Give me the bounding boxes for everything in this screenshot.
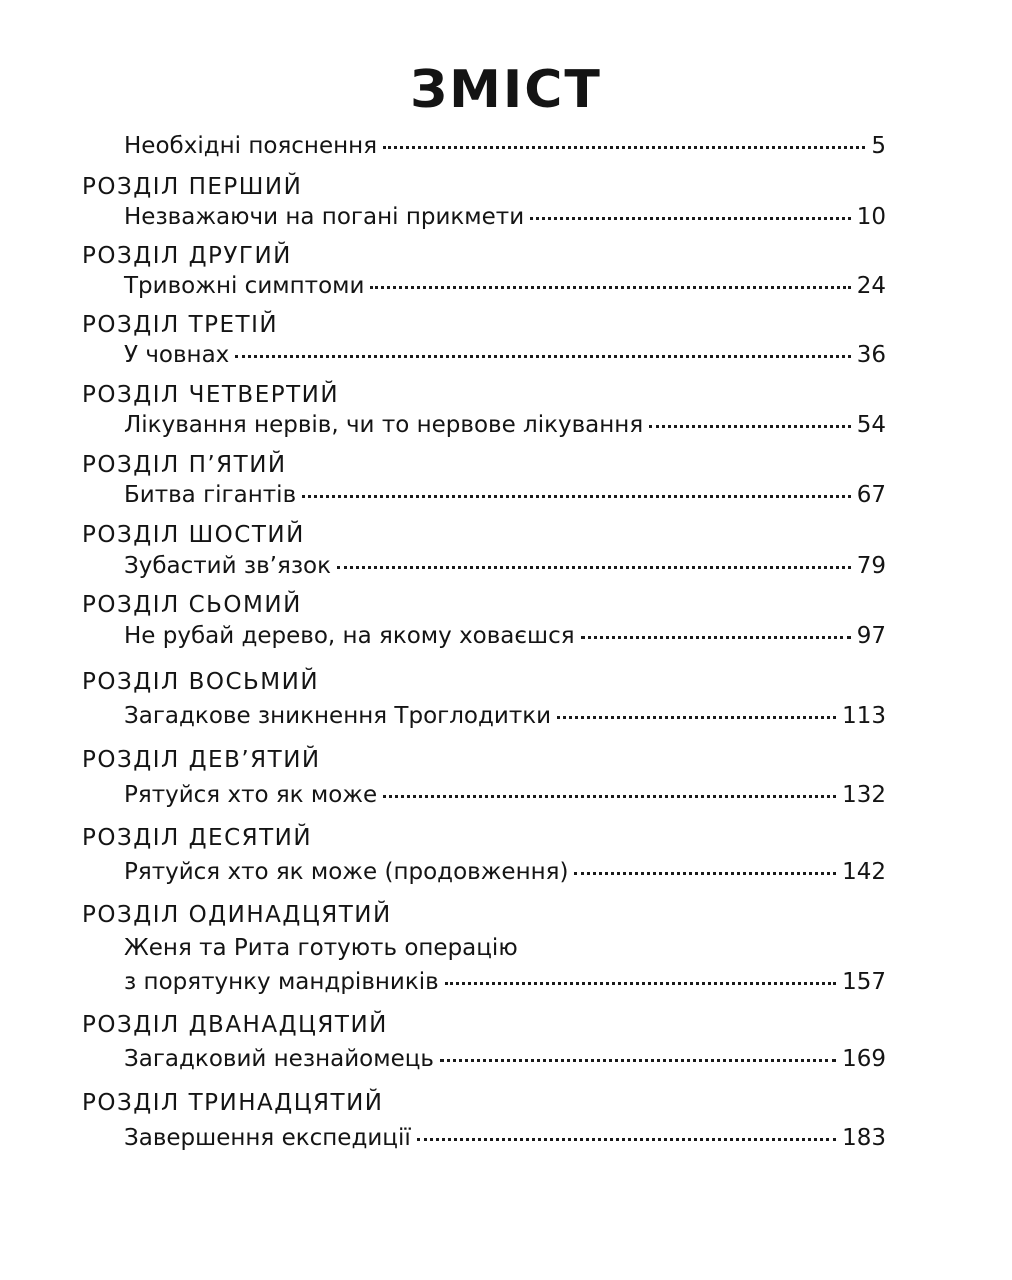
dot-leader	[383, 146, 865, 149]
dot-leader	[530, 217, 851, 220]
entry-page-number: 10	[856, 204, 886, 230]
toc-entry[interactable]	[124, 700, 886, 732]
entry-title: Не рубай дерево, на якому ховаєшся	[124, 623, 575, 649]
toc-entry[interactable]	[124, 1122, 886, 1154]
entry-page-number: 54	[856, 412, 886, 438]
entry-title: Завершення експедиції	[124, 1125, 411, 1151]
toc-entry[interactable]	[124, 409, 886, 441]
entry-title: Рятуйся хто як може (продовження)	[124, 859, 569, 885]
toc-entry[interactable]	[124, 779, 886, 811]
dot-leader	[417, 1138, 836, 1141]
toc-entry[interactable]	[124, 620, 886, 652]
toc-entry[interactable]	[124, 201, 886, 233]
chapter-heading: РОЗДІЛ ПЕРШИЙ	[82, 174, 303, 200]
toc-entry[interactable]	[124, 270, 886, 302]
entry-title: Незважаючи на погані прикмети	[124, 204, 525, 230]
entry-title: У човнах	[124, 342, 230, 368]
entry-page-number: 24	[856, 273, 886, 299]
entry-page-number: 113	[842, 703, 886, 729]
toc-entry[interactable]	[124, 856, 886, 888]
dot-leader	[649, 425, 851, 428]
entry-page-number: 67	[856, 482, 886, 508]
toc-entry[interactable]	[124, 479, 886, 511]
entry-title-line-1: Женя та Рита готують операцію	[124, 935, 518, 961]
entry-page-number: 183	[842, 1125, 886, 1151]
entry-page-number: 5	[871, 133, 886, 159]
chapter-heading: РОЗДІЛ ДЕВ’ЯТИЙ	[82, 747, 321, 773]
entry-page-number: 36	[856, 342, 886, 368]
entry-page-number: 79	[856, 553, 886, 579]
entry-title: Рятуйся хто як може	[124, 782, 378, 808]
chapter-heading: РОЗДІЛ ВОСЬМИЙ	[82, 669, 320, 695]
entry-title: Необхідні пояснення	[124, 133, 378, 159]
entry-title: Лікування нервів, чи то нервове лікування	[124, 412, 644, 438]
dot-leader	[370, 286, 850, 289]
entry-page-number: 157	[842, 969, 886, 995]
chapter-heading: РОЗДІЛ ДРУГИЙ	[82, 243, 292, 269]
entry-page-number: 169	[842, 1046, 886, 1072]
toc-entry[interactable]	[124, 550, 886, 582]
dot-leader	[302, 495, 851, 498]
chapter-heading: РОЗДІЛ ТРЕТІЙ	[82, 312, 279, 338]
dot-leader	[235, 355, 850, 358]
dot-leader	[337, 566, 851, 569]
dot-leader	[383, 795, 836, 798]
chapter-heading: РОЗДІЛ ДВАНАДЦЯТИЙ	[82, 1012, 388, 1038]
chapter-heading: РОЗДІЛ СЬОМИЙ	[82, 592, 302, 618]
page-title: ЗМІСТ	[410, 60, 602, 120]
dot-leader	[445, 982, 836, 985]
toc-entry-intro[interactable]	[124, 130, 886, 162]
dot-leader	[574, 872, 836, 875]
entry-page-number: 142	[842, 859, 886, 885]
entry-title: Загадкове зникнення Троглодитки	[124, 703, 552, 729]
chapter-heading: РОЗДІЛ ОДИНАДЦЯТИЙ	[82, 902, 392, 928]
toc-entry[interactable]	[124, 966, 886, 998]
dot-leader	[581, 636, 851, 639]
toc-entry[interactable]	[124, 339, 886, 371]
toc-entry[interactable]	[124, 1043, 886, 1075]
entry-title: з порятунку мандрівників	[124, 969, 439, 995]
chapter-heading: РОЗДІЛ ДЕСЯТИЙ	[82, 825, 313, 851]
entry-title: Битва гігантів	[124, 482, 297, 508]
entry-title: Загадковий незнайомець	[124, 1046, 434, 1072]
dot-leader	[557, 716, 836, 719]
entry-page-number: 132	[842, 782, 886, 808]
entry-title: Тривожні симптоми	[124, 273, 365, 299]
chapter-heading: РОЗДІЛ ТРИНАДЦЯТИЙ	[82, 1090, 384, 1116]
chapter-heading: РОЗДІЛ ШОСТИЙ	[82, 522, 305, 548]
chapter-heading: РОЗДІЛ П’ЯТИЙ	[82, 452, 287, 478]
entry-title: Зубастий зв’язок	[124, 553, 332, 579]
dot-leader	[440, 1059, 836, 1062]
entry-page-number: 97	[856, 623, 886, 649]
chapter-heading: РОЗДІЛ ЧЕТВЕРТИЙ	[82, 382, 340, 408]
